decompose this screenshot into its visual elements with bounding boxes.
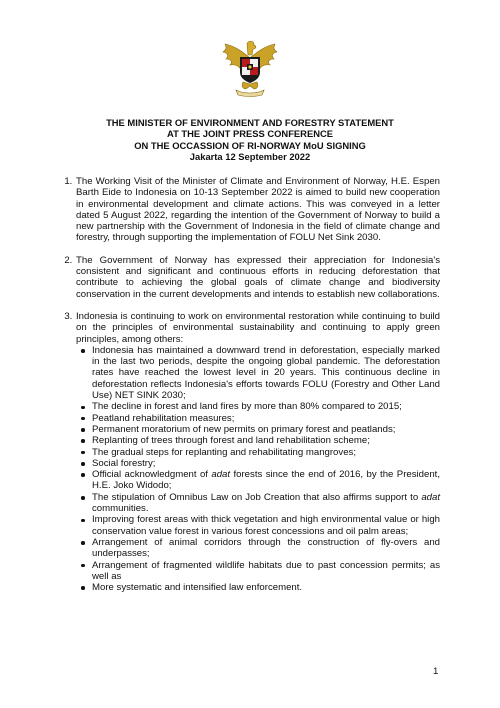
page-number: 1 — [433, 666, 439, 677]
bullet-item: Arrangement of animal corridors through the construction of fly-overs and underpasses; — [92, 536, 440, 560]
bullet-text: The stipulation of Omnibus Law on Job Creation that also affirms support to — [92, 491, 422, 503]
header-date-line: Jakarta 12 September 2022 — [189, 151, 311, 163]
bullet-item: More systematic and intensified law enforcement. — [92, 582, 440, 593]
bullet-item: Permanent moratorium of new permits on primary forest and peatlands; — [92, 424, 440, 435]
numbered-item-2 — [75, 255, 440, 300]
numbered-list — [62, 176, 440, 593]
statement-header — [60, 117, 440, 163]
item-3-text: Indonesia is continuing to work on environmental restoration while continuing to build on the principles of environmental sustainability and continuing to apply green principles, among others: — [76, 310, 440, 345]
item-2-text: The Government of Norway has expressed their appreciation for Indonesia's consistent and significant and continuous efforts in reducing deforestation that contribute to achieving the global goals of climate change and biodiversity conservation in the current developments and intends to establish new collaborations. — [76, 254, 440, 300]
header-title-line-3: ON THE OCCASSION OF RI-NORWAY MoU SIGNING — [134, 139, 366, 151]
item-1-text: The Working Visit of the Minister of Climate and Environment of Norway, H.E. Espen Barth Eide to Indonesia on 10-13 September 2022 is aimed to build new cooperation in environmental development and climate actions. This was conveyed in a letter dated 5 August 2022, regarding the intention of the Government of Norway to build a new partnership with the Government of Indonesia in the field of climate change and forestry, through supporting the implementation of FOLU Net Sink 2030. — [76, 176, 440, 244]
bullet-italic-term: adat — [211, 469, 231, 481]
bullet-text: Official acknowledgment of — [92, 469, 212, 481]
bullet-list — [76, 345, 440, 594]
bullet-item — [92, 492, 440, 515]
bullet-item: Improving forest areas with thick vegetation and high environmental value or high conservation value forest in various forest concessions and oil palm areas; — [92, 514, 440, 537]
bullet-text: communities. — [92, 503, 149, 515]
bullet-italic-term: adat — [421, 491, 440, 503]
numbered-item-3 — [75, 311, 440, 593]
bullet-item — [92, 469, 440, 492]
bullet-item: Replanting of trees through forest and land rehabilitation scheme; — [92, 435, 440, 446]
bullet-item: The gradual steps for replanting and rehabilitating mangroves; — [92, 447, 440, 458]
bullet-text: forests since the end of 2016, by the President, H.E. Joko Widodo; — [92, 469, 440, 492]
bullet-item: Indonesia has maintained a downward trend in deforestation, especially marked in the last two periods, despite the ongoing global pandemic. The deforestation rates have reached the lowest level in 20 years. This continuous decline in deforestation reflects Indonesia's efforts towards FOLU (Forestry and Other Land Use) NET SINK 2030; — [92, 344, 440, 402]
numbered-item-1 — [75, 176, 440, 244]
header-title-line-1: THE MINISTER OF ENVIRONMENT AND FORESTRY STATEMENT — [106, 117, 394, 128]
bullet-item: Peatland rehabilitation measures; — [92, 413, 440, 424]
bullet-item: The decline in forest and land fires by more than 80% compared to 2015; — [92, 401, 440, 412]
bullet-item: Arrangement of fragmented wildlife habitats due to past concession permits; as well as — [92, 559, 440, 582]
bullet-item: Social forestry; — [92, 458, 440, 469]
statement-body — [62, 176, 440, 593]
header-title-line-2: AT THE JOINT PRESS CONFERENCE — [167, 128, 333, 140]
garuda-pancasila-emblem-icon — [221, 38, 279, 98]
